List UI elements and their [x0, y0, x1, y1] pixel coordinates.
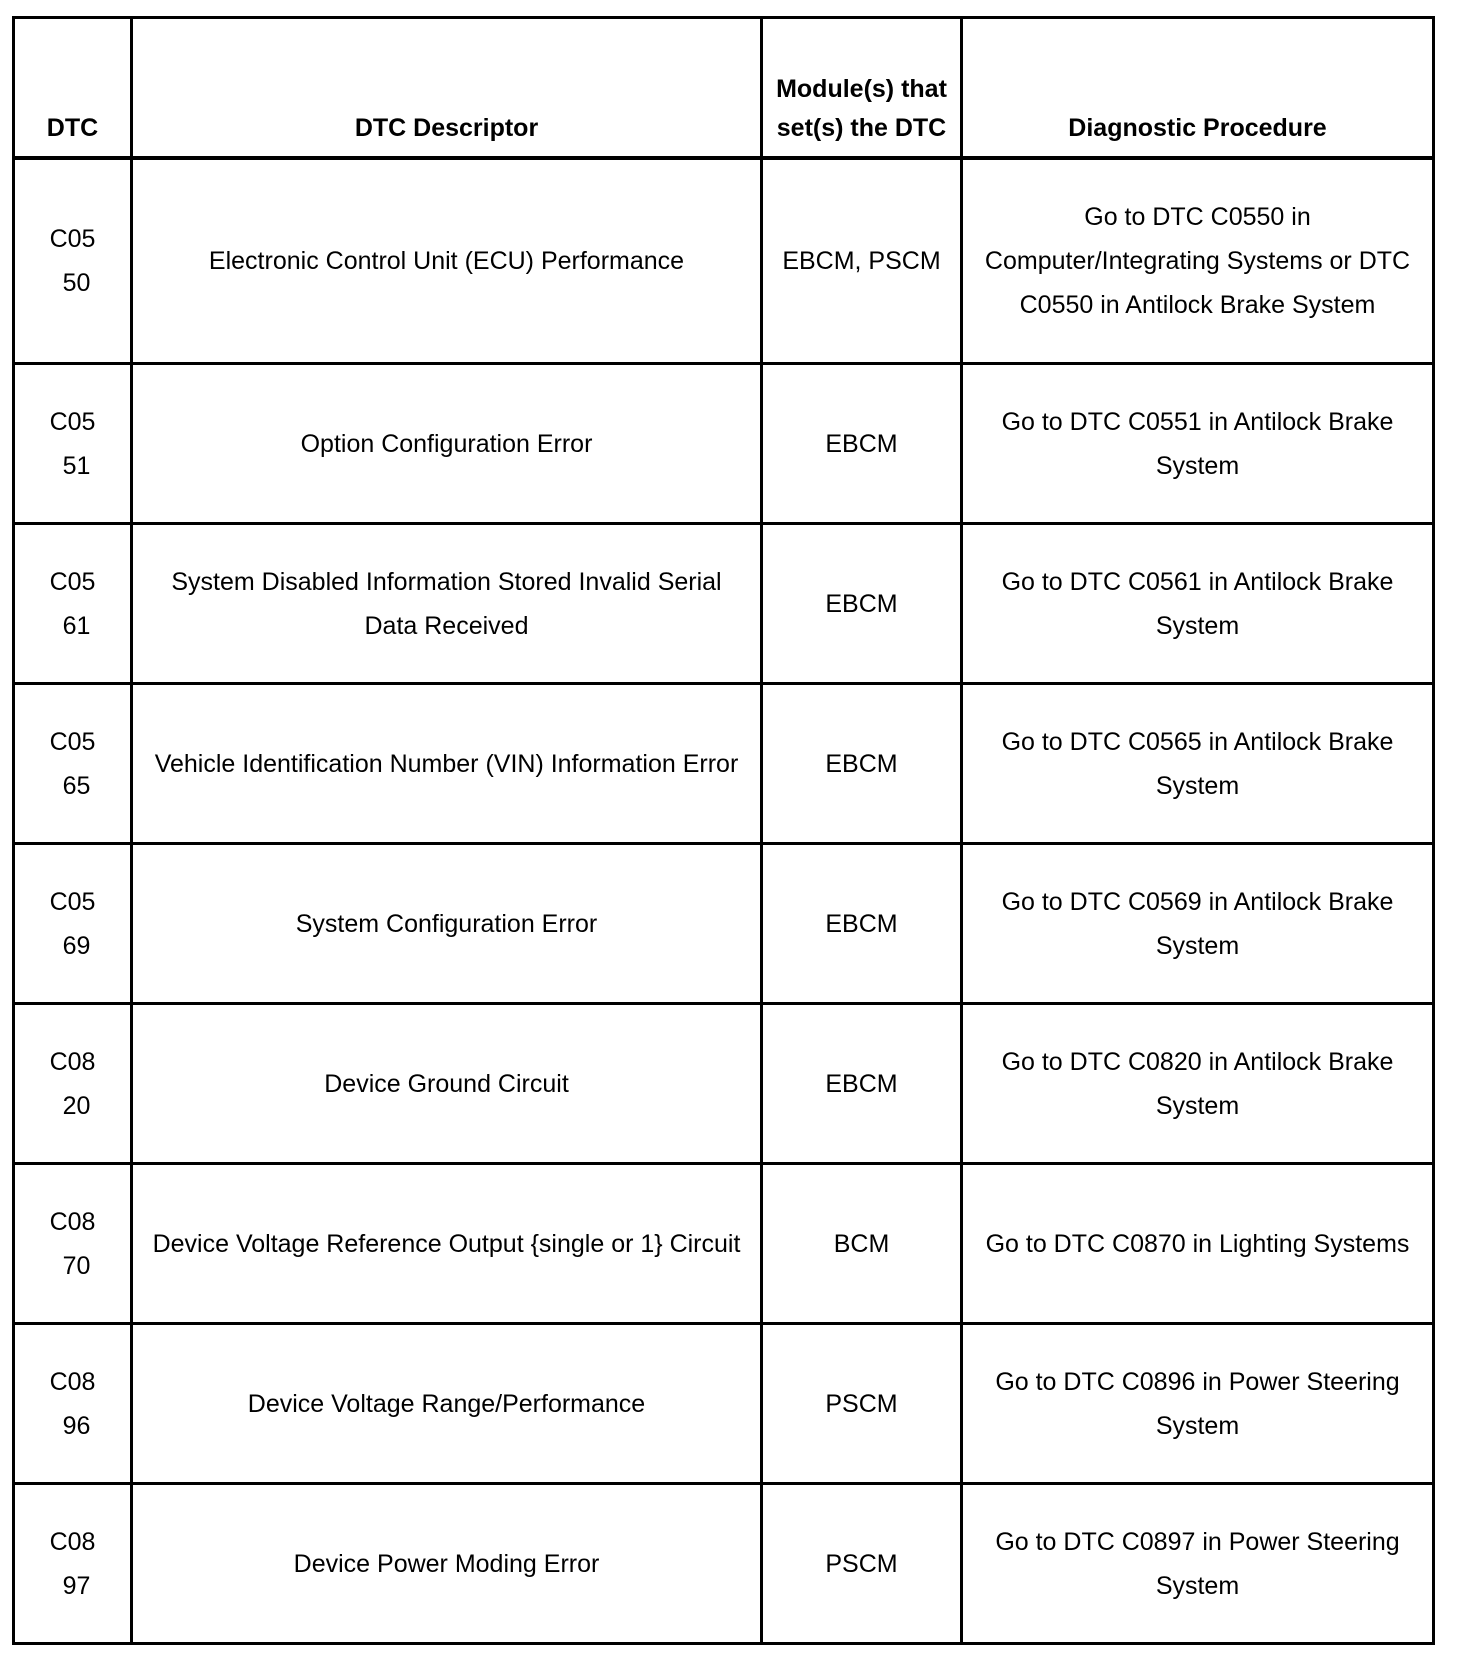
- header-descriptor: DTC Descriptor: [132, 18, 762, 158]
- descriptor-cell: Option Configuration Error: [132, 364, 762, 524]
- dtc-code-cell: [14, 1004, 132, 1164]
- dtc-code-cell: [14, 1324, 132, 1484]
- module-cell: PSCM: [762, 1484, 962, 1644]
- descriptor-cell: Vehicle Identification Number (VIN) Information Error: [132, 684, 762, 844]
- table-row: [14, 1324, 1434, 1484]
- dtc-code-part-2: 65: [62, 771, 91, 800]
- dtc-code-part-2: 69: [62, 931, 91, 960]
- dtc-code-cell: [14, 684, 132, 844]
- procedure-cell: Go to DTC C0896 in Power Steering System: [962, 1324, 1434, 1484]
- dtc-code-part-1: C05: [49, 567, 96, 596]
- descriptor-cell: Electronic Control Unit (ECU) Performance: [132, 158, 762, 364]
- dtc-code-part-1: C08: [49, 1527, 96, 1556]
- module-cell: EBCM: [762, 844, 962, 1004]
- descriptor-cell: Device Voltage Range/Performance: [132, 1324, 762, 1484]
- table-row: [14, 1004, 1434, 1164]
- module-cell: BCM: [762, 1164, 962, 1324]
- dtc-code-part-2: 96: [62, 1411, 91, 1440]
- procedure-cell: Go to DTC C0561 in Antilock Brake System: [962, 524, 1434, 684]
- dtc-code-cell: [14, 364, 132, 524]
- dtc-code-part-2: 51: [62, 451, 91, 480]
- module-cell: EBCM: [762, 364, 962, 524]
- dtc-code-part-2: 50: [62, 268, 91, 297]
- dtc-code-part-1: C05: [49, 727, 96, 756]
- dtc-code-cell: [14, 524, 132, 684]
- table-row: [14, 1484, 1434, 1644]
- table-row: [14, 364, 1434, 524]
- procedure-cell: Go to DTC C0897 in Power Steering System: [962, 1484, 1434, 1644]
- header-procedure: Diagnostic Procedure: [962, 18, 1434, 158]
- dtc-code-part-1: C08: [49, 1047, 96, 1076]
- dtc-code-part-2: 61: [62, 611, 91, 640]
- table-row: [14, 844, 1434, 1004]
- procedure-cell: Go to DTC C0551 in Antilock Brake System: [962, 364, 1434, 524]
- table-row: [14, 684, 1434, 844]
- dtc-code-cell: [14, 1484, 132, 1644]
- module-cell: PSCM: [762, 1324, 962, 1484]
- procedure-cell: Go to DTC C0870 in Lighting Systems: [962, 1164, 1434, 1324]
- dtc-table: [12, 16, 1435, 1645]
- dtc-code-part-1: C05: [49, 887, 96, 916]
- module-cell: EBCM: [762, 684, 962, 844]
- dtc-code-part-2: 70: [62, 1251, 91, 1280]
- dtc-code-part-1: C05: [49, 407, 96, 436]
- dtc-code-cell: [14, 1164, 132, 1324]
- header-module: Module(s) that set(s) the DTC: [762, 18, 962, 158]
- procedure-cell: Go to DTC C0820 in Antilock Brake System: [962, 1004, 1434, 1164]
- header-row: [14, 18, 1434, 158]
- table-body: [14, 158, 1434, 1644]
- dtc-code-part-2: 97: [62, 1571, 91, 1600]
- header-dtc: DTC: [14, 18, 132, 158]
- procedure-cell: Go to DTC C0569 in Antilock Brake System: [962, 844, 1434, 1004]
- descriptor-cell: Device Voltage Reference Output {single or 1} Circuit: [132, 1164, 762, 1324]
- descriptor-cell: Device Power Moding Error: [132, 1484, 762, 1644]
- module-cell: EBCM, PSCM: [762, 158, 962, 364]
- procedure-cell: Go to DTC C0550 in Computer/Integrating Systems or DTC C0550 in Antilock Brake System: [962, 158, 1434, 364]
- table-header: [14, 18, 1434, 158]
- dtc-code-part-1: C05: [49, 224, 96, 253]
- dtc-code-part-1: C08: [49, 1207, 96, 1236]
- descriptor-cell: Device Ground Circuit: [132, 1004, 762, 1164]
- procedure-cell: Go to DTC C0565 in Antilock Brake System: [962, 684, 1434, 844]
- table-row: [14, 158, 1434, 364]
- dtc-code-part-2: 20: [62, 1091, 91, 1120]
- module-cell: EBCM: [762, 1004, 962, 1164]
- descriptor-cell: System Disabled Information Stored Invalid Serial Data Received: [132, 524, 762, 684]
- dtc-code-part-1: C08: [49, 1367, 96, 1396]
- dtc-code-cell: [14, 158, 132, 364]
- descriptor-cell: System Configuration Error: [132, 844, 762, 1004]
- table-row: [14, 524, 1434, 684]
- module-cell: EBCM: [762, 524, 962, 684]
- table-row: [14, 1164, 1434, 1324]
- dtc-code-cell: [14, 844, 132, 1004]
